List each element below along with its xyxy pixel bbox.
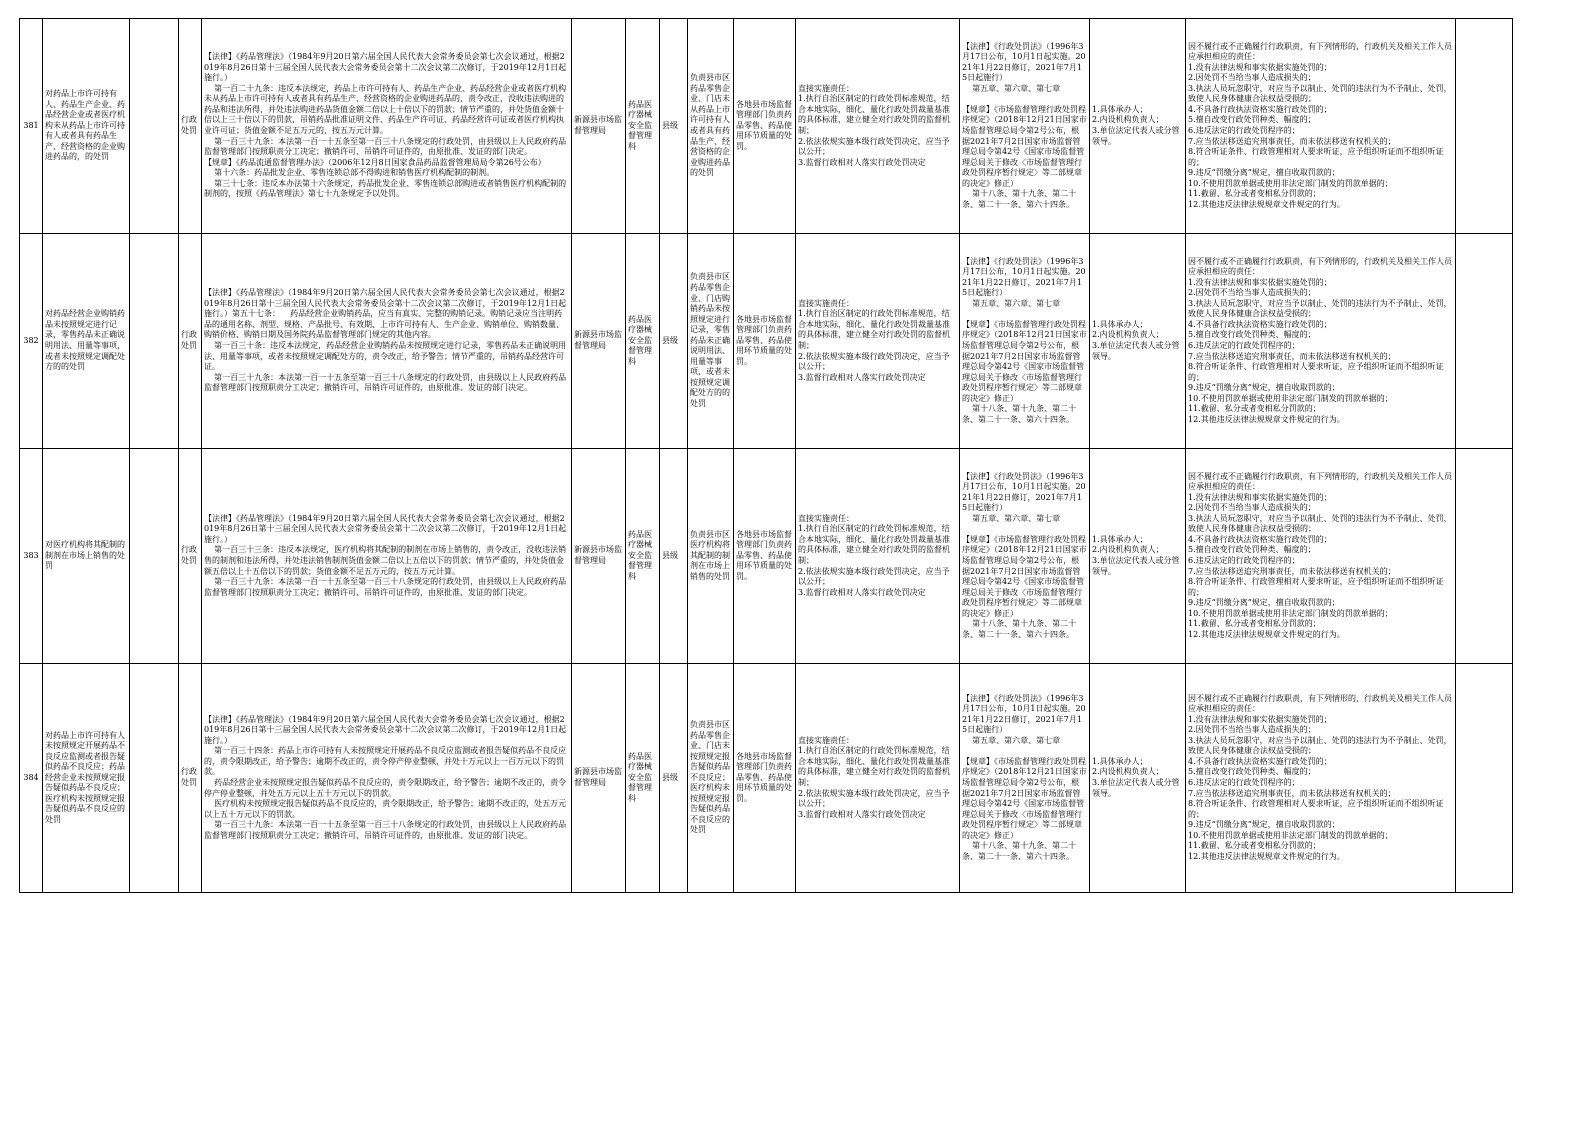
- accountability-situations: 因不履行或不正确履行行政职责，有下列情形的，行政机关及相关工作人员应承担相应的责任： 1.没有法律法规和事实依据实施处罚的； 2.因处罚不当给当事人造成损失的； 3.执法人员玩忽职守，对应当予以制止、处罚的违法行为不予制止、处罚，致使人民身体健康合法权益受损的； 4.不具备行政执法资格实施行政处罚的； 5.擅自改变行政处罚种类、幅度的； 6.违反法定的行政处罚程序的； 7.应当依法移送追究刑事责任，而未依法移送有权机关的； 8.符合听证条件、行政管理相对人要求听证，应予组织听证而不组织听证的； 9.违反“罚缴分离”规定，擅自收取罚款的； 10.不使用罚款单据或使用非法定部门制发的罚款单据的； 11.截留、私分或者变相私分罚款的； 12.其他违反法律法规规章文件规定的行为。: [1186, 234, 1456, 449]
- exercise-level: 县级: [660, 19, 688, 234]
- other-duty: 各地县市场监督管理部门负责药品零售、药品使用环节质量的处罚。: [734, 19, 796, 234]
- responsibility-basis: 【法律】《行政处罚法》（1996年3月17日公布，10月1日起实施。2021年1月22日修订，2021年7月15日起施行） 第五章、第六章、第七章 【规章】《市场监督管理行政处罚程序规定》（2018年12月21日国家市场监督管理总局令第2号公布，根据2021年7月2日国家市场监督管理总局令第42号《国家市场监督管理总局关于修改〈市场监督管理行政处罚程序暂行规定〉等二部规章的决定》修正） 第十八条、第十九条、第二十条、第二十一条、第六十四条。: [960, 664, 1090, 893]
- county-duty: 负责县市区药品零售企业、门店未按照规定报告疑似药品不良反应；医疗机构未按照规定报告疑似药品不良反应的处罚: [688, 664, 734, 893]
- item-category: 行政处罚: [179, 449, 202, 664]
- legal-basis: 【法律】《药品管理法》（1984年9月20日第六届全国人民代表大会常务委员会第七次会议通过，根据2019年8月26日第十三届全国人民代表大会常务委员会第十二次会议第二次修订，于2019年12月1日起施行。） 第一百二十九条：违反本法规定，药品上市许可持有人、药品生产企业、药品经营企业或者医疗机构未从药品上市许可持有人或者具有药品生产、经营资格的企业购进药品的，责令改正，没收违法购进的药品和违法所得，并处违法购进药品货值金额二倍以上十倍以下的罚款；情节严重的，并处货值金额十倍以上三十倍以下的罚款，吊销药品批准证明文件、药品生产许可证、药品经营许可证或者医疗机构执业许可证；货值金额不足五万元的，按五万元计算。 第一百三十九条：本法第一百一十五条至第一百三十八条规定的行政处罚，由县级以上人民政府药品监督管理部门按照职责分工决定；撤销许可、吊销许可证件的，由原批准、发证的部门决定。 【规章】《药品流通监督管理办法》（2006年12月8日国家食品药品监督管理局局令第26号公布） 第十六条：药品批发企业、零售连锁总部不得购进和销售医疗机构配制的制剂。 第三十七条：违反本办法第十六条规定，药品批发企业、零售连锁总部购进或者销售医疗机构配制的制剂的，按照《药品管理法》第七十九条规定予以处罚。: [202, 19, 572, 234]
- responsibility-items: 直接实施责任： 1.执行自治区制定的行政处罚标准规范，结合本地实际，细化、量化行政处罚裁量基准的具体标准，建立健全对行政处罚的监督机制； 2.依法依规实施本级行政处罚决定，应当予以公开； 3.监督行政相对人落实行政处罚决定: [796, 449, 960, 664]
- implementing-subject: 新源县市场监督管理局: [572, 449, 626, 664]
- responsibility-basis: 【法律】《行政处罚法》（1996年3月17日公布，10月1日起实施。2021年1月22日修订，2021年7月15日起施行） 第五章、第六章、第七章 【规章】《市场监督管理行政处罚程序规定》（2018年12月21日国家市场监督管理总局令第2号公布，根据2021年7月2日国家市场监督管理总局令第42号《国家市场监督管理总局关于修改〈市场监督管理行政处罚程序暂行规定〉等二部规章的决定》修正） 第十八条、第十九条、第二十条、第二十一条、第六十四条。: [960, 234, 1090, 449]
- responsibility-basis: 【法律】《行政处罚法》（1996年3月17日公布，10月1日起实施。2021年1月22日修订，2021年7月15日起施行） 第五章、第六章、第七章 【规章】《市场监督管理行政处罚程序规定》（2018年12月21日国家市场监督管理总局令第2号公布，根据2021年7月2日国家市场监督管理总局令第42号《国家市场监督管理总局关于修改〈市场监督管理行政处罚程序暂行规定〉等二部规章的决定》修正） 第十八条、第十九条、第二十条、第二十一条、第六十四条。: [960, 19, 1090, 234]
- item-name: 对药品经营企业购销药品未按照规定进行记录，零售药品未正确说明用法、用量等事项，或者未按照规定调配处方的的处罚: [43, 234, 130, 449]
- responsible-persons: 1.具体承办人； 2.内设机构负责人； 3.单位法定代表人或分管领导。: [1090, 19, 1186, 234]
- responsibility-items: 直接实施责任： 1.执行自治区制定的行政处罚标准规范，结合本地实际，细化、量化行政处罚裁量基准的具体标准，建立健全对行政处罚的监督机制； 2.依法依规实施本级行政处罚决定，应当予以公开； 3.监督行政相对人落实行政处罚决定: [796, 234, 960, 449]
- responsible-persons: 1.具体承办人； 2.内设机构负责人； 3.单位法定代表人或分管领导。: [1090, 664, 1186, 893]
- remarks: [1456, 234, 1513, 449]
- responsible-department: 药品医疗器械安全监督管理科: [626, 664, 660, 893]
- responsible-department: 药品医疗器械安全监督管理科: [626, 19, 660, 234]
- responsibility-basis: 【法律】《行政处罚法》（1996年3月17日公布，10月1日起实施。2021年1月22日修订，2021年7月15日起施行） 第五章、第六章、第七章 【规章】《市场监督管理行政处罚程序规定》（2018年12月21日国家市场监督管理总局令第2号公布，根据2021年7月2日国家市场监督管理总局令第42号《国家市场监督管理总局关于修改〈市场监督管理行政处罚程序暂行规定〉等二部规章的决定》修正） 第十八条、第十九条、第二十条、第二十一条、第六十四条。: [960, 449, 1090, 664]
- implementing-subject: 新源县市场监督管理局: [572, 234, 626, 449]
- other-duty: 各地县市场监督管理部门负责药品零售、药品使用环节质量的处罚。: [734, 234, 796, 449]
- legal-basis: 【法律】《药品管理法》（1984年9月20日第六届全国人民代表大会常务委员会第七次会议通过，根据2019年8月26日第十三届全国人民代表大会常务委员会第十二次会议第二次修订，于2019年12月1日起施行。） 第一百三十三条：违反本法规定，医疗机构将其配制的制剂在市场上销售的，责令改正，没收违法销售的制剂和违法所得，并处违法销售制剂货值金额二倍以上五倍以下的罚款；情节严重的，并处货值金额五倍以上十五倍以下的罚款；货值金额不足五万元的，按五万元计算。 第一百三十九条：本法第一百一十五条至第一百三十八条规定的行政处罚，由县级以上人民政府药品监督管理部门按照职责分工决定；撤销许可、吊销许可证件的，由原批准、发证的部门决定。: [202, 449, 572, 664]
- exercise-level: 县级: [660, 449, 688, 664]
- table-row: [20, 234, 1513, 449]
- responsible-persons: 1.具体承办人； 2.内设机构负责人； 3.单位法定代表人或分管领导。: [1090, 234, 1186, 449]
- powers-table: [19, 18, 1513, 893]
- county-duty: 负责县市区医疗机构将其配制的制剂在市场上销售的处罚: [688, 449, 734, 664]
- exercise-level: 县级: [660, 664, 688, 893]
- item-number: 383: [20, 449, 43, 664]
- county-duty: 负责县市区药品零售企业、门店购销药品未按照规定进行记录，零售药品未正确说明用法、用量等事项，或者未按照规定调配处方的的处罚: [688, 234, 734, 449]
- item-category: 行政处罚: [179, 234, 202, 449]
- item-number: 384: [20, 664, 43, 893]
- responsibility-items: 直接实施责任： 1.执行自治区制定的行政处罚标准规范，结合本地实际，细化、量化行政处罚裁量基准的具体标准，建立健全对行政处罚的监督机制； 2.依法依规实施本级行政处罚决定，应当予以公开； 3.监督行政相对人落实行政处罚决定: [796, 19, 960, 234]
- table-row: [20, 19, 1513, 234]
- remarks: [1456, 664, 1513, 893]
- remarks: [1456, 19, 1513, 234]
- item-number: 382: [20, 234, 43, 449]
- empty-cell: [130, 19, 179, 234]
- implementing-subject: 新源县市场监督管理局: [572, 19, 626, 234]
- item-category: 行政处罚: [179, 19, 202, 234]
- legal-basis: 【法律】《药品管理法》（1984年9月20日第六届全国人民代表大会常务委员会第七次会议通过，根据2019年8月26日第十三届全国人民代表大会常务委员会第十二次会议第二次修订，于2019年12月1日起施行。）第五十七条： 药品经营企业购销药品，应当有真实、完整的购销记录。购销记录应当注明药品的通用名称、剂型、规格、产品批号、有效期、上市许可持有人、生产企业、购销单位、购销数量、购销价格、购销日期及国务院药品监督管理部门规定的其他内容。 第一百三十条：违反本法规定，药品经营企业购销药品未按照规定进行记录，零售药品未正确说明用法、用量等事项，或者未按照规定调配处方的，责令改正，给予警告；情节严重的，吊销药品经营许可证。 第一百三十九条：本法第一百一十五条至第一百三十八条规定的行政处罚，由县级以上人民政府药品监督管理部门按照职责分工决定；撤销许可、吊销许可证件的，由原批准、发证的部门决定。: [202, 234, 572, 449]
- responsible-persons: 1.具体承办人； 2.内设机构负责人； 3.单位法定代表人或分管领导。: [1090, 449, 1186, 664]
- accountability-situations: 因不履行或不正确履行行政职责，有下列情形的，行政机关及相关工作人员应承担相应的责任： 1.没有法律法规和事实依据实施处罚的； 2.因处罚不当给当事人造成损失的； 3.执法人员玩忽职守，对应当予以制止、处罚的违法行为不予制止、处罚，致使人民身体健康合法权益受损的； 4.不具备行政执法资格实施行政处罚的； 5.擅自改变行政处罚种类、幅度的； 6.违反法定的行政处罚程序的； 7.应当依法移送追究刑事责任，而未依法移送有权机关的； 8.符合听证条件、行政管理相对人要求听证，应予组织听证而不组织听证的； 9.违反“罚缴分离”规定，擅自收取罚款的； 10.不使用罚款单据或使用非法定部门制发的罚款单据的； 11.截留、私分或者变相私分罚款的； 12.其他违反法律法规规章文件规定的行为。: [1186, 449, 1456, 664]
- empty-cell: [130, 449, 179, 664]
- legal-basis: 【法律】《药品管理法》（1984年9月20日第六届全国人民代表大会常务委员会第七次会议通过，根据2019年8月26日第十三届全国人民代表大会常务委员会第十二次会议第二次修订，于2019年12月1日起施行。） 第一百三十四条：药品上市许可持有人未按照规定开展药品不良反应监测或者报告疑似药品不良反应的，责令限期改正，给予警告；逾期不改正的，责令停产停业整顿，并处十万元以上一百万元以下的罚款。 药品经营企业未按照规定报告疑似药品不良反应的，责令限期改正，给予警告；逾期不改正的，责令停产停业整顿，并处五万元以上五十万元以下的罚款。 医疗机构未按照规定报告疑似药品不良反应的，责令限期改正，给予警告；逾期不改正的，处五万元以上五十万元以下的罚款。 第一百三十九条：本法第一百一十五条至第一百三十八条规定的行政处罚，由县级以上人民政府药品监督管理部门按照职责分工决定；撤销许可、吊销许可证件的，由原批准、发证的部门决定。: [202, 664, 572, 893]
- responsibility-items: 直接实施责任： 1.执行自治区制定的行政处罚标准规范，结合本地实际，细化、量化行政处罚裁量基准的具体标准，建立健全对行政处罚的监督机制； 2.依法依规实施本级行政处罚决定，应当予以公开； 3.监督行政相对人落实行政处罚决定: [796, 664, 960, 893]
- county-duty: 负责县市区药品零售企业、门店未从药品上市许可持有人或者具有药品生产、经营资格的企业购进药品的处罚: [688, 19, 734, 234]
- exercise-level: 县级: [660, 234, 688, 449]
- responsible-department: 药品医疗器械安全监督管理科: [626, 449, 660, 664]
- other-duty: 各地县市场监督管理部门负责药品零售、药品使用环节质量的处罚。: [734, 449, 796, 664]
- item-number: 381: [20, 19, 43, 234]
- implementing-subject: 新源县市场监督管理局: [572, 664, 626, 893]
- empty-cell: [130, 234, 179, 449]
- accountability-situations: 因不履行或不正确履行行政职责，有下列情形的，行政机关及相关工作人员应承担相应的责任： 1.没有法律法规和事实依据实施处罚的； 2.因处罚不当给当事人造成损失的； 3.执法人员玩忽职守，对应当予以制止、处罚的违法行为不予制止、处罚，致使人民身体健康合法权益受损的； 4.不具备行政执法资格实施行政处罚的； 5.擅自改变行政处罚种类、幅度的； 6.违反法定的行政处罚程序的； 7.应当依法移送追究刑事责任，而未依法移送有权机关的； 8.符合听证条件、行政管理相对人要求听证，应予组织听证而不组织听证的； 9.违反“罚缴分离”规定，擅自收取罚款的； 10.不使用罚款单据或使用非法定部门制发的罚款单据的； 11.截留、私分或者变相私分罚款的； 12.其他违反法律法规规章文件规定的行为。: [1186, 664, 1456, 893]
- accountability-situations: 因不履行或不正确履行行政职责，有下列情形的，行政机关及相关工作人员应承担相应的责任： 1.没有法律法规和事实依据实施处罚的； 2.因处罚不当给当事人造成损失的； 3.执法人员玩忽职守，对应当予以制止、处罚的违法行为不予制止、处罚，致使人民身体健康合法权益受损的； 4.不具备行政执法资格实施行政处罚的； 5.擅自改变行政处罚种类、幅度的； 6.违反法定的行政处罚程序的； 7.应当依法移送追究刑事责任，而未依法移送有权机关的； 8.符合听证条件、行政管理相对人要求听证，应予组织听证而不组织听证的； 9.违反“罚缴分离”规定，擅自收取罚款的； 10.不使用罚款单据或使用非法定部门制发的罚款单据的； 11.截留、私分或者变相私分罚款的； 12.其他违反法律法规规章文件规定的行为。: [1186, 19, 1456, 234]
- item-name: 对药品上市许可持有人、药品生产企业、药品经营企业或者医疗机构未从药品上市许可持有人或者具有药品生产、经营资格的企业购进药品的，的处罚: [43, 19, 130, 234]
- item-category: 行政处罚: [179, 664, 202, 893]
- table-row: [20, 449, 1513, 664]
- responsible-department: 药品医疗器械安全监督管理科: [626, 234, 660, 449]
- empty-cell: [130, 664, 179, 893]
- remarks: [1456, 449, 1513, 664]
- item-name: 对药品上市许可持有人未按照规定开展药品不良反应监测或者报告疑似药品不良反应；药品经营企业未按照规定报告疑似药品不良反应；医疗机构未按照规定报告疑似药品不良反应的处罚: [43, 664, 130, 893]
- item-name: 对医疗机构将其配制的制剂在市场上销售的处罚: [43, 449, 130, 664]
- other-duty: 各地县市场监督管理部门负责药品零售、药品使用环节质量的处罚。: [734, 664, 796, 893]
- table-row: [20, 664, 1513, 893]
